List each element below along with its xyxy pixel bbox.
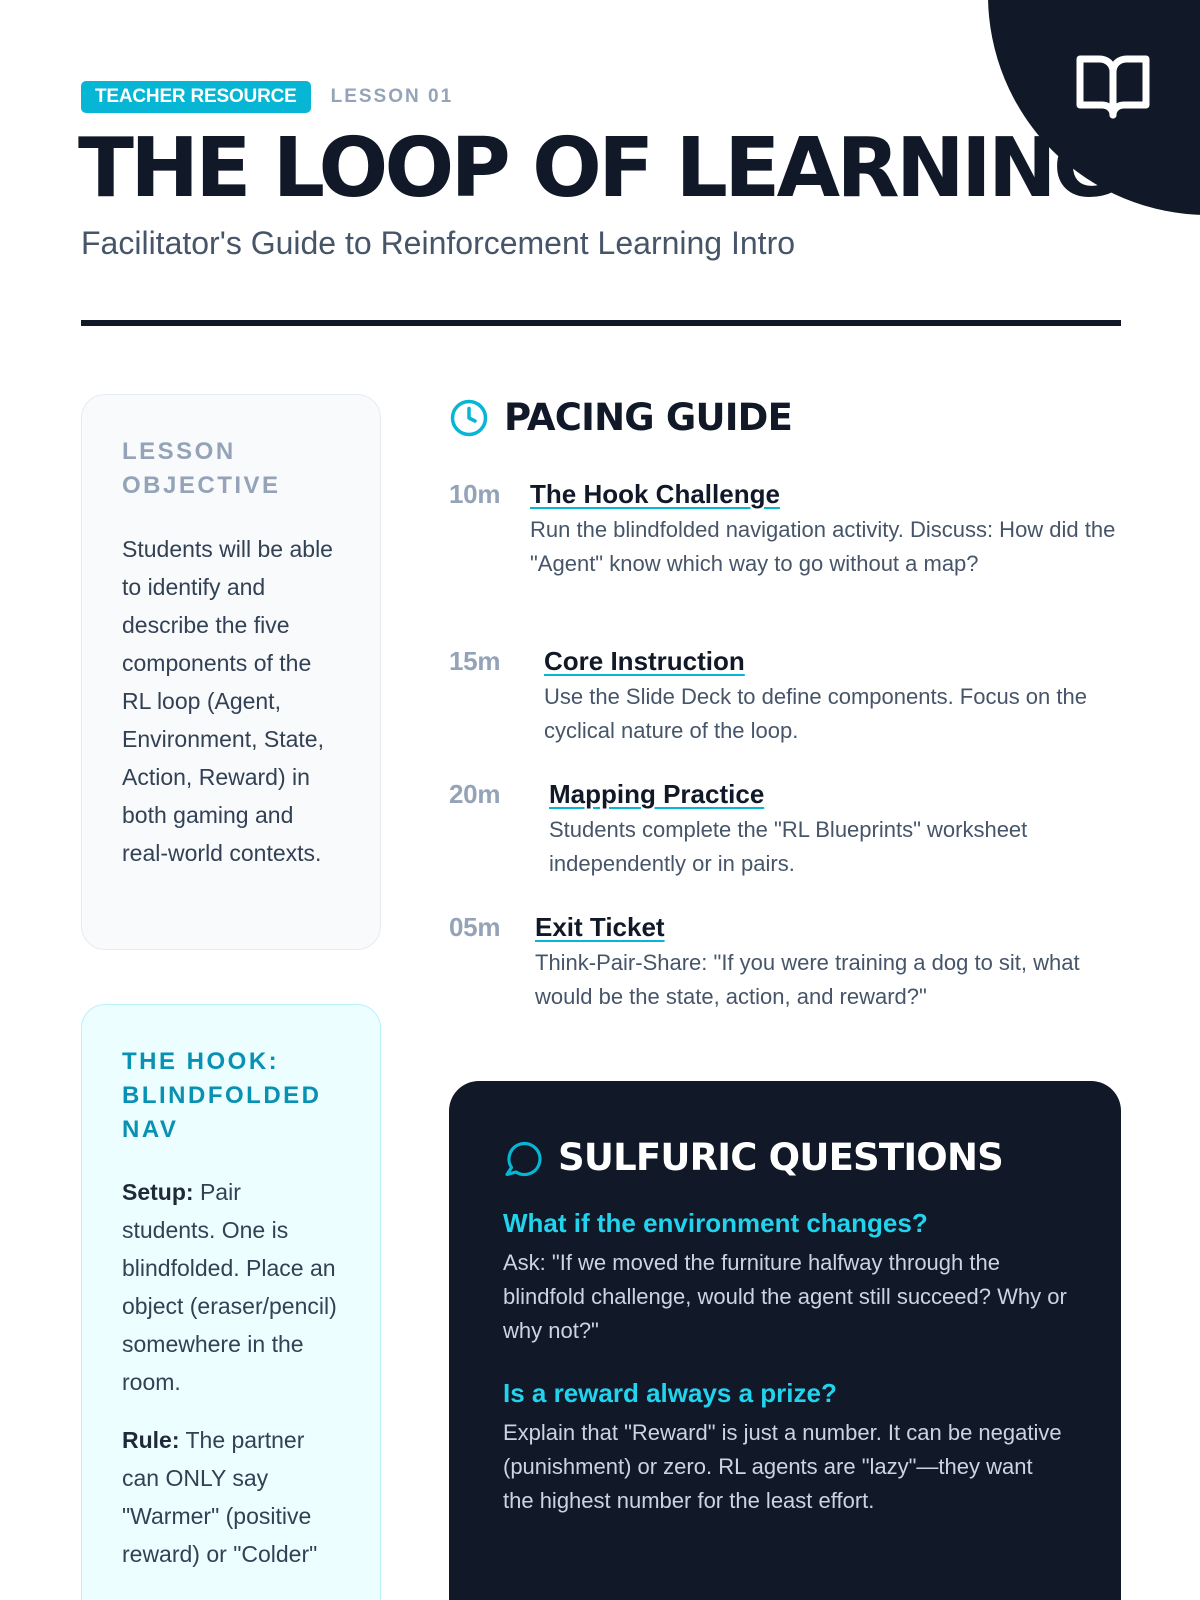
pacing-description: Run the blindfolded navigation activity. Discuss: How did the "Agent" know which way to go without a map?	[530, 517, 1116, 576]
pacing-item	[449, 911, 1121, 1014]
header-tags	[81, 81, 453, 113]
hook-card	[81, 1004, 381, 1600]
setup-label: Setup:	[122, 1179, 194, 1205]
sulfuric-questions-title: SULFURIC QUESTIONS	[558, 1136, 1003, 1179]
pacing-guide-heading	[449, 396, 792, 439]
question-answer: Ask: "If we moved the furniture halfway through the blindfold challenge, would the agent still succeed? Why or why not?"	[503, 1250, 1067, 1343]
pacing-description: Use the Slide Deck to define components. Focus on the cyclical nature of the loop.	[544, 684, 1087, 743]
pacing-description: Students complete the "RL Blueprints" worksheet independently or in pairs.	[549, 817, 1028, 876]
clock-icon	[449, 398, 489, 438]
rule-text: The partner can ONLY say "Warmer" (positive reward) or "Colder"	[122, 1427, 318, 1567]
hook-setup	[122, 1173, 340, 1401]
pacing-time: 10m	[449, 479, 501, 509]
question-title: What if the environment changes?	[503, 1208, 928, 1238]
sulfuric-questions-card	[449, 1081, 1121, 1600]
pacing-title: The Hook Challenge	[530, 479, 780, 509]
pacing-time: 20m	[449, 779, 501, 809]
pacing-time: 15m	[449, 646, 501, 676]
pacing-title: Exit Ticket	[535, 912, 665, 942]
pacing-title: Core Instruction	[544, 646, 745, 676]
page-title: THE LOOP OF LEARNING	[78, 121, 1117, 216]
lesson-objective-card	[81, 394, 381, 950]
rule-label: Rule:	[122, 1427, 180, 1453]
setup-text: Pair students. One is blindfolded. Place an object (eraser/pencil) somewhere in the room.	[122, 1179, 337, 1395]
pacing-item	[449, 478, 1121, 581]
lesson-objective-heading: LESSON OBJECTIVE	[122, 438, 281, 499]
teacher-resource-badge: TEACHER RESOURCE	[81, 81, 311, 113]
sulfuric-questions-heading	[503, 1136, 1067, 1179]
pacing-item	[449, 778, 1121, 881]
hook-heading: THE HOOK: BLINDFOLDED NAV	[122, 1048, 322, 1143]
question-title: Is a reward always a prize?	[503, 1378, 837, 1408]
lesson-objective-text: Students will be able to identify and describe the five components of the RL loop (Agent, Environment, State, Action, Reward) in both gaming and real-world contexts.	[122, 536, 333, 866]
lesson-number: LESSON 01	[330, 86, 454, 107]
hook-rule	[122, 1421, 340, 1573]
header-divider	[81, 320, 1121, 326]
pacing-item	[449, 645, 1121, 748]
chat-bubble-icon	[503, 1138, 543, 1178]
pacing-time: 05m	[449, 912, 501, 942]
page-subtitle: Facilitator's Guide to Reinforcement Learning Intro	[81, 225, 796, 261]
question-answer: Explain that "Reward" is just a number. It can be negative (punishment) or zero. RL agents are "lazy"—they want the highest number for the least effort.	[503, 1420, 1062, 1513]
open-book-icon	[1075, 52, 1151, 120]
pacing-description: Think-Pair-Share: "If you were training a dog to sit, what would be the state, action, and reward?"	[535, 950, 1080, 1009]
pacing-guide-title: PACING GUIDE	[504, 396, 793, 439]
pacing-title: Mapping Practice	[549, 779, 765, 809]
